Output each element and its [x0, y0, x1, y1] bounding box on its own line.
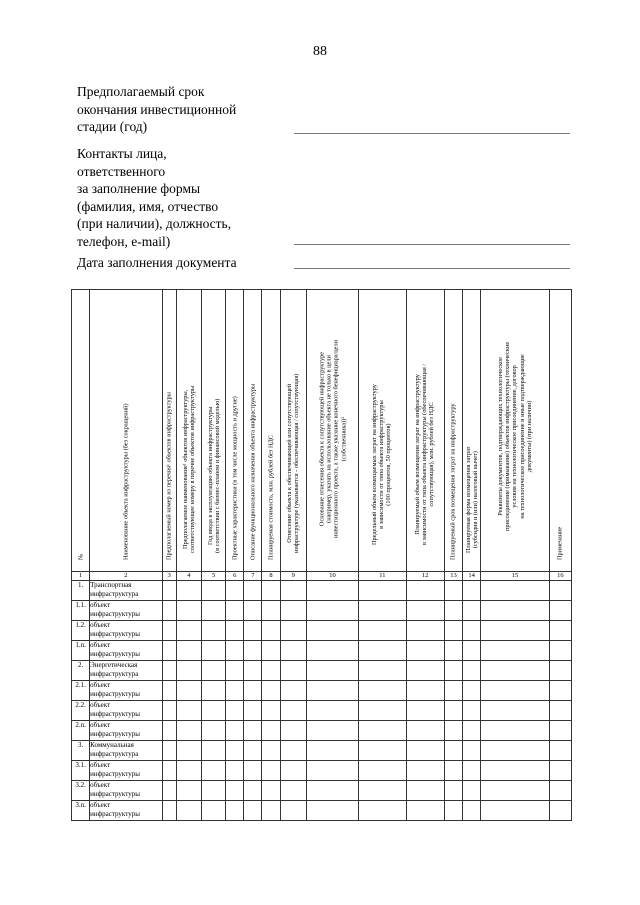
empty-cell[interactable] — [444, 801, 462, 821]
table-body — [72, 290, 572, 821]
empty-cell[interactable] — [306, 721, 358, 741]
empty-cell[interactable] — [262, 621, 280, 641]
column-number-cell: 14 — [463, 572, 481, 581]
empty-cell[interactable] — [176, 641, 201, 661]
table-row — [72, 681, 572, 701]
empty-cell[interactable] — [162, 721, 176, 741]
empty-cell[interactable] — [262, 801, 280, 821]
row-name-cell: объект инфраструктуры — [90, 801, 163, 821]
empty-cell[interactable] — [280, 781, 306, 801]
empty-cell[interactable] — [463, 601, 481, 621]
empty-cell[interactable] — [262, 761, 280, 781]
empty-cell[interactable] — [280, 721, 306, 741]
empty-cell[interactable] — [359, 721, 406, 741]
empty-cell[interactable] — [406, 661, 444, 681]
header-text: Примечание — [556, 526, 564, 560]
empty-cell[interactable] — [549, 721, 571, 741]
column-number-cell: 5 — [202, 572, 226, 581]
row-name-cell: объект инфраструктуры — [90, 721, 163, 741]
empty-cell[interactable] — [226, 781, 244, 801]
empty-cell[interactable] — [549, 701, 571, 721]
empty-cell[interactable] — [359, 701, 406, 721]
header-text: Планируемая стоимость, млн. рублей без НДС — [267, 434, 275, 560]
empty-cell[interactable] — [359, 601, 406, 621]
empty-cell[interactable] — [306, 761, 358, 781]
fill-date-field[interactable] — [294, 268, 570, 269]
header-cell — [306, 290, 358, 572]
contact-person-field[interactable] — [294, 244, 570, 245]
empty-cell[interactable] — [463, 621, 481, 641]
empty-cell[interactable] — [244, 601, 262, 621]
row-name-cell: объект инфраструктуры — [90, 621, 163, 641]
column-number-cell: 7 — [244, 572, 262, 581]
empty-cell[interactable] — [481, 601, 550, 621]
empty-cell[interactable] — [176, 581, 201, 601]
empty-cell[interactable] — [359, 681, 406, 701]
empty-cell[interactable] — [202, 661, 226, 681]
empty-cell[interactable] — [406, 621, 444, 641]
empty-cell[interactable] — [162, 761, 176, 781]
empty-cell[interactable] — [176, 761, 201, 781]
empty-cell[interactable] — [481, 741, 550, 761]
column-number-cell: 12 — [406, 572, 444, 581]
empty-cell[interactable] — [463, 701, 481, 721]
empty-cell[interactable] — [481, 721, 550, 741]
empty-cell[interactable] — [176, 621, 201, 641]
empty-cell[interactable] — [406, 581, 444, 601]
empty-cell[interactable] — [244, 701, 262, 721]
empty-cell[interactable] — [262, 741, 280, 761]
empty-cell[interactable] — [463, 681, 481, 701]
table-row — [72, 641, 572, 661]
row-number-cell: 2.2. — [72, 701, 90, 721]
empty-cell[interactable] — [162, 741, 176, 761]
row-number-cell: 1.2. — [72, 621, 90, 641]
empty-cell[interactable] — [176, 701, 201, 721]
empty-cell[interactable] — [162, 661, 176, 681]
empty-cell[interactable] — [280, 801, 306, 821]
empty-cell[interactable] — [406, 761, 444, 781]
column-number-cell: 15 — [481, 572, 550, 581]
empty-cell[interactable] — [306, 661, 358, 681]
empty-cell[interactable] — [359, 581, 406, 601]
row-name-cell: Коммунальная инфраструктура — [90, 741, 163, 761]
empty-cell[interactable] — [262, 661, 280, 681]
empty-cell[interactable] — [202, 601, 226, 621]
investment-end-field[interactable] — [294, 133, 570, 134]
header-cell — [406, 290, 444, 572]
empty-cell[interactable] — [481, 641, 550, 661]
empty-cell[interactable] — [444, 741, 462, 761]
empty-cell[interactable] — [226, 641, 244, 661]
empty-cell[interactable] — [444, 581, 462, 601]
contact-person-label: Контакты лица, ответственного за заполнение формы (фамилия, имя, отчество (при наличии), должность, телефон, e-mail) — [77, 146, 232, 249]
empty-cell[interactable] — [226, 721, 244, 741]
empty-cell[interactable] — [549, 601, 571, 621]
empty-cell[interactable] — [359, 641, 406, 661]
empty-cell[interactable] — [406, 741, 444, 761]
empty-cell[interactable] — [306, 701, 358, 721]
header-text: № — [76, 553, 84, 560]
empty-cell[interactable] — [280, 661, 306, 681]
empty-cell[interactable] — [359, 781, 406, 801]
infrastructure-table — [71, 289, 572, 821]
empty-cell[interactable] — [444, 781, 462, 801]
empty-cell[interactable] — [176, 601, 201, 621]
empty-cell[interactable] — [262, 581, 280, 601]
investment-end-label: Предполагаемый срок окончания инвестиционной стадии (год) — [77, 84, 237, 134]
empty-cell[interactable] — [406, 641, 444, 661]
empty-cell[interactable] — [306, 801, 358, 821]
empty-cell[interactable] — [549, 801, 571, 821]
empty-cell[interactable] — [406, 601, 444, 621]
header-cell — [262, 290, 280, 572]
empty-cell[interactable] — [463, 721, 481, 741]
empty-cell[interactable] — [202, 721, 226, 741]
empty-cell[interactable] — [226, 701, 244, 721]
empty-cell[interactable] — [306, 681, 358, 701]
empty-cell[interactable] — [463, 661, 481, 681]
empty-cell[interactable] — [162, 681, 176, 701]
empty-cell[interactable] — [280, 581, 306, 601]
row-number-cell: 2.n. — [72, 721, 90, 741]
column-number-cell: 8 — [262, 572, 280, 581]
empty-cell[interactable] — [202, 681, 226, 701]
empty-cell[interactable] — [162, 781, 176, 801]
empty-cell[interactable] — [306, 741, 358, 761]
header-text: Предполагаемое наименование¹ объектов инфраструктуры, соответствующее номеру в перечне объектов инфраструктуры — [181, 385, 196, 553]
column-number-cell: 6 — [226, 572, 244, 581]
header-text: Проектные характеристики (в том числе мощность и другие) — [231, 396, 239, 560]
row-number-cell: 3. — [72, 741, 90, 761]
empty-cell[interactable] — [406, 781, 444, 801]
row-name-cell: Энергетическая инфраструктура — [90, 661, 163, 681]
table-row — [72, 801, 572, 821]
empty-cell[interactable] — [244, 801, 262, 821]
empty-cell[interactable] — [444, 681, 462, 701]
empty-cell[interactable] — [549, 621, 571, 641]
column-number-cell: 4 — [176, 572, 201, 581]
row-name-cell: объект инфраструктуры — [90, 681, 163, 701]
header-cell — [90, 290, 163, 572]
empty-cell[interactable] — [359, 621, 406, 641]
empty-cell[interactable] — [244, 621, 262, 641]
row-name-cell: Транспортная инфраструктура — [90, 581, 163, 601]
header-text: Отнесение объекта к обеспечивающей или сопутствующей инфраструктуре (указывается - обеспечивающая / сопутствующая) — [286, 373, 301, 553]
empty-cell[interactable] — [406, 721, 444, 741]
empty-cell[interactable] — [359, 801, 406, 821]
empty-cell[interactable] — [359, 741, 406, 761]
header-text: Предельный объем возмещаемых затрат на инфраструктуру в зависимости от типа объекта инфраструктуры (100 процентов, 50 процентов) — [371, 384, 394, 546]
empty-cell[interactable] — [444, 661, 462, 681]
empty-cell[interactable] — [549, 761, 571, 781]
empty-cell[interactable] — [280, 681, 306, 701]
empty-cell[interactable] — [463, 761, 481, 781]
empty-cell[interactable] — [481, 681, 550, 701]
header-text: Реквизиты документов, подтверждающих технологическое присоединение (примыкание) объектов инфраструктуры (технические условия на технологическое присоединение, договор на технологическое присоединение и иные подтверждающие документы) (при наличии) — [496, 341, 533, 531]
column-number-row — [72, 572, 572, 581]
header-cell — [280, 290, 306, 572]
empty-cell[interactable] — [444, 641, 462, 661]
header-text: Планируемый объем возмещения затрат на инфраструктуру в зависимости от типа объекта инфраструктуры (обеспечивающая / сопутствующая), млн. рублей без НДС — [414, 364, 436, 546]
row-number-cell: 1. — [72, 581, 90, 601]
header-text: Наименование объекта инфраструктуры (без сокращений) — [122, 403, 130, 560]
header-cell — [549, 290, 571, 572]
table-row — [72, 761, 572, 781]
empty-cell[interactable] — [262, 681, 280, 701]
empty-cell[interactable] — [280, 601, 306, 621]
empty-cell[interactable] — [306, 601, 358, 621]
empty-cell[interactable] — [280, 621, 306, 641]
empty-cell[interactable] — [444, 601, 462, 621]
empty-cell[interactable] — [359, 761, 406, 781]
empty-cell[interactable] — [244, 781, 262, 801]
row-number-cell: 2.1. — [72, 681, 90, 701]
empty-cell[interactable] — [244, 761, 262, 781]
empty-cell[interactable] — [406, 681, 444, 701]
header-text: Планируемая форма возмещения затрат (субсидия и (или) налоговый вычет) — [464, 446, 479, 553]
empty-cell[interactable] — [280, 641, 306, 661]
empty-cell[interactable] — [162, 701, 176, 721]
empty-cell[interactable] — [481, 661, 550, 681]
table-row — [72, 581, 572, 601]
table-row — [72, 721, 572, 741]
empty-cell[interactable] — [549, 641, 571, 661]
row-name-cell: объект инфраструктуры — [90, 781, 163, 801]
row-number-cell: 1.1. — [72, 601, 90, 621]
row-name-cell: объект инфраструктуры — [90, 701, 163, 721]
header-text: Основание отнесения объекта к сопутствующей инфраструктуре (например, указать на использование объекта не только в цели инвестиционного проекта, а также указание конечного бенефициара/цели (собственника))² — [318, 340, 347, 539]
row-name-cell: объект инфраструктуры — [90, 761, 163, 781]
fill-date-label: Дата заполнения документа — [77, 255, 237, 270]
table-header-row — [72, 290, 572, 572]
empty-cell[interactable] — [202, 621, 226, 641]
empty-cell[interactable] — [444, 761, 462, 781]
empty-cell[interactable] — [549, 781, 571, 801]
empty-cell[interactable] — [262, 601, 280, 621]
column-number-cell: 13 — [444, 572, 462, 581]
table-row — [72, 741, 572, 761]
empty-cell[interactable] — [226, 621, 244, 641]
empty-cell[interactable] — [176, 661, 201, 681]
empty-cell[interactable] — [406, 701, 444, 721]
column-number-cell: 10 — [306, 572, 358, 581]
header-cell — [444, 290, 462, 572]
empty-cell[interactable] — [162, 641, 176, 661]
empty-cell[interactable] — [176, 681, 201, 701]
header-cell — [162, 290, 176, 572]
column-number-cell: 2 — [90, 572, 163, 581]
header-cell — [481, 290, 550, 572]
empty-cell[interactable] — [463, 641, 481, 661]
empty-cell[interactable] — [162, 801, 176, 821]
table-row — [72, 661, 572, 681]
row-name-cell: объект инфраструктуры — [90, 641, 163, 661]
row-number-cell: 3.1. — [72, 761, 90, 781]
empty-cell[interactable] — [463, 781, 481, 801]
row-number-cell: 3.n. — [72, 801, 90, 821]
header-cell — [226, 290, 244, 572]
column-number-cell: 3 — [162, 572, 176, 581]
empty-cell[interactable] — [202, 761, 226, 781]
empty-cell[interactable] — [226, 581, 244, 601]
empty-cell[interactable] — [306, 581, 358, 601]
empty-cell[interactable] — [306, 781, 358, 801]
row-name-cell: объект инфраструктуры — [90, 601, 163, 621]
empty-cell[interactable] — [226, 661, 244, 681]
row-number-cell: 1.n. — [72, 641, 90, 661]
empty-cell[interactable] — [262, 721, 280, 741]
row-number-cell: 2. — [72, 661, 90, 681]
empty-cell[interactable] — [359, 661, 406, 681]
column-number-cell: 1 — [72, 572, 90, 581]
empty-cell[interactable] — [306, 621, 358, 641]
empty-cell[interactable] — [162, 581, 176, 601]
empty-cell[interactable] — [406, 801, 444, 821]
header-cell — [202, 290, 226, 572]
empty-cell[interactable] — [481, 621, 550, 641]
empty-cell[interactable] — [481, 701, 550, 721]
header-text: Предполагаемый номер из перечня¹ объектов инфраструктуры — [165, 391, 173, 560]
empty-cell[interactable] — [226, 601, 244, 621]
empty-cell[interactable] — [176, 781, 201, 801]
empty-cell[interactable] — [226, 801, 244, 821]
header-cell — [176, 290, 201, 572]
empty-cell[interactable] — [481, 581, 550, 601]
table-row — [72, 621, 572, 641]
empty-cell[interactable] — [444, 721, 462, 741]
empty-cell[interactable] — [481, 801, 550, 821]
empty-cell[interactable] — [549, 661, 571, 681]
empty-cell[interactable] — [202, 701, 226, 721]
empty-cell[interactable] — [162, 621, 176, 641]
empty-cell[interactable] — [463, 581, 481, 601]
column-number-cell: 9 — [280, 572, 306, 581]
header-cell — [244, 290, 262, 572]
header-text: Описание функционального назначения объекта инфраструктуры — [249, 383, 257, 560]
empty-cell[interactable] — [244, 661, 262, 681]
empty-cell[interactable] — [549, 681, 571, 701]
empty-cell[interactable] — [280, 741, 306, 761]
empty-cell[interactable] — [280, 761, 306, 781]
empty-cell[interactable] — [202, 641, 226, 661]
empty-cell[interactable] — [176, 721, 201, 741]
header-text: Год ввода в эксплуатацию объекта инфраструктуры (в соответствии с бизнес-планом и финансовой моделью) — [206, 398, 221, 553]
empty-cell[interactable] — [244, 581, 262, 601]
empty-cell[interactable] — [280, 701, 306, 721]
table-row — [72, 781, 572, 801]
header-text: Планируемый срок возмещения затрат на инфраструктуру — [449, 403, 457, 560]
empty-cell[interactable] — [481, 781, 550, 801]
empty-cell[interactable] — [226, 761, 244, 781]
header-cell — [359, 290, 406, 572]
empty-cell[interactable] — [202, 741, 226, 761]
empty-cell[interactable] — [262, 701, 280, 721]
empty-cell[interactable] — [262, 641, 280, 661]
header-cell — [72, 290, 90, 572]
empty-cell[interactable] — [244, 721, 262, 741]
empty-cell[interactable] — [176, 801, 201, 821]
table-row — [72, 601, 572, 621]
empty-cell[interactable] — [202, 581, 226, 601]
empty-cell[interactable] — [244, 641, 262, 661]
empty-cell[interactable] — [262, 781, 280, 801]
empty-cell[interactable] — [226, 741, 244, 761]
empty-cell[interactable] — [306, 641, 358, 661]
column-number-cell: 11 — [359, 572, 406, 581]
page-number: 88 — [313, 44, 327, 59]
row-number-cell: 3.2. — [72, 781, 90, 801]
empty-cell[interactable] — [162, 601, 176, 621]
empty-cell[interactable] — [463, 741, 481, 761]
column-number-cell: 16 — [549, 572, 571, 581]
empty-cell[interactable] — [549, 741, 571, 761]
empty-cell[interactable] — [444, 621, 462, 641]
table-row — [72, 701, 572, 721]
empty-cell[interactable] — [463, 801, 481, 821]
empty-cell[interactable] — [444, 701, 462, 721]
empty-cell[interactable] — [244, 741, 262, 761]
empty-cell[interactable] — [481, 761, 550, 781]
empty-cell[interactable] — [244, 681, 262, 701]
empty-cell[interactable] — [226, 681, 244, 701]
empty-cell[interactable] — [202, 781, 226, 801]
empty-cell[interactable] — [202, 801, 226, 821]
empty-cell[interactable] — [176, 741, 201, 761]
header-cell — [463, 290, 481, 572]
empty-cell[interactable] — [549, 581, 571, 601]
